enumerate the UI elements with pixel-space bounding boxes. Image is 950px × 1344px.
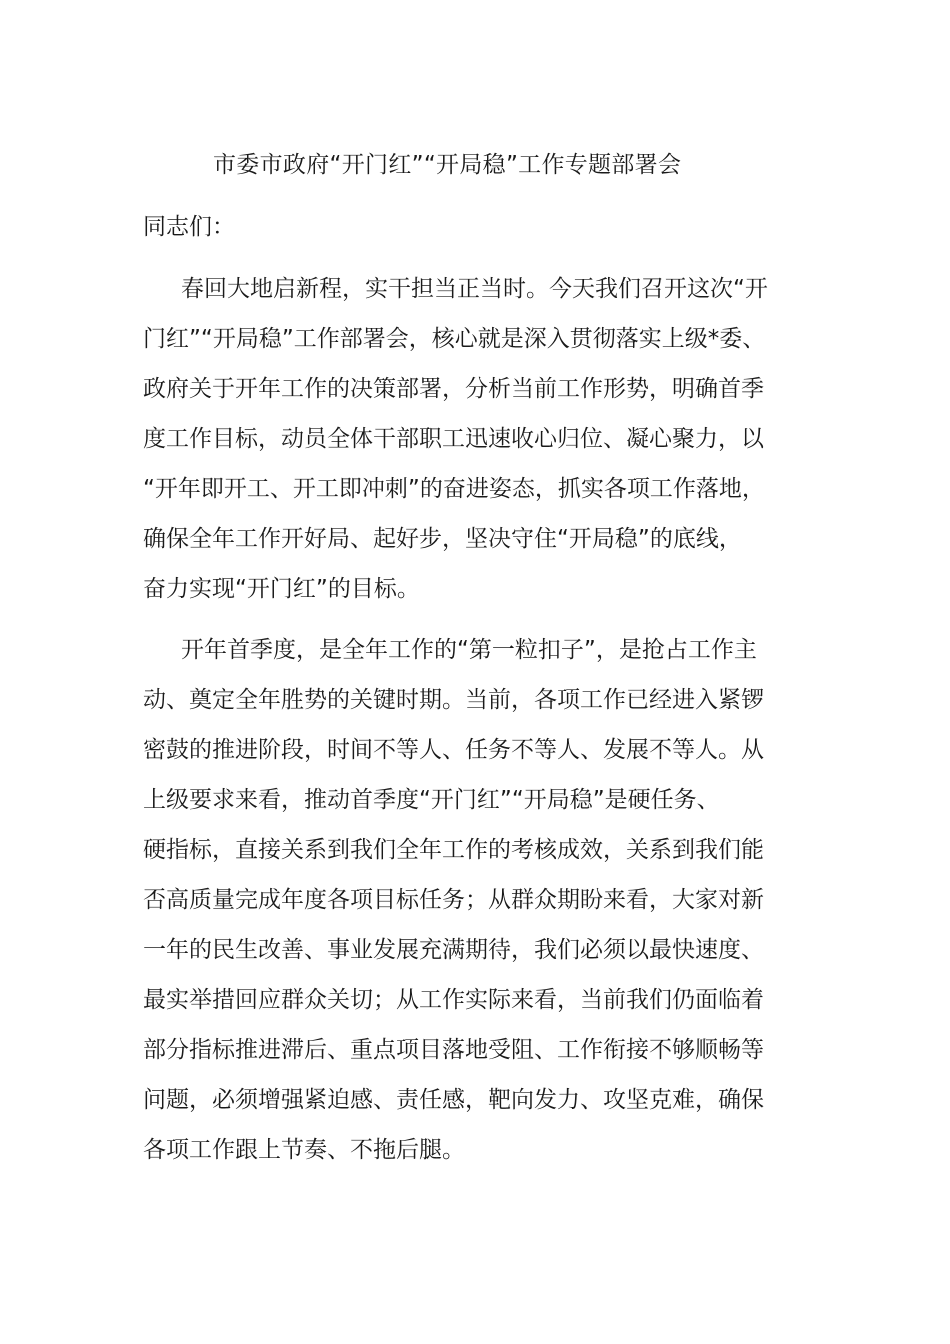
paragraph-line: 开年首季度，是全年工作的“第一粒扣子”，是抢占工作主 — [181, 637, 757, 663]
document-title: 市委市政府“开门红”“开局稳”工作专题部署会 — [213, 152, 682, 178]
paragraph-line: 各项工作跟上节奏、不拖后腿。 — [143, 1137, 465, 1163]
salutation: 同志们： — [143, 214, 235, 240]
paragraph-line: 确保全年工作开好局、起好步，坚决守住“开局稳”的底线， — [143, 526, 742, 552]
paragraph-line: 政府关于开年工作的决策部署，分析当前工作形势，明确首季 — [143, 376, 764, 402]
paragraph-line: 问题，必须增强紧迫感、责任感，靶向发力、攻坚克难，确保 — [143, 1087, 764, 1113]
paragraph-line: 春回大地启新程，实干担当正当时。今天我们召开这次“开 — [181, 276, 768, 302]
paragraph-line: 上级要求来看，推动首季度“开门红”“开局稳”是硬任务、 — [143, 787, 720, 813]
paragraph-line: 度工作目标，动员全体干部职工迅速收心归位、凝心聚力，以 — [143, 426, 764, 452]
paragraph-line: 最实举措回应群众关切；从工作实际来看，当前我们仍面临着 — [143, 987, 764, 1013]
paragraph-line: 否高质量完成年度各项目标任务；从群众期盼来看，大家对新 — [143, 887, 764, 913]
paragraph-line: 动、奠定全年胜势的关键时期。当前，各项工作已经进入紧锣 — [143, 687, 764, 713]
paragraph-line: 密鼓的推进阶段，时间不等人、任务不等人、发展不等人。从 — [143, 737, 764, 763]
paragraph-line: 硬指标，直接关系到我们全年工作的考核成效，关系到我们能 — [143, 837, 764, 863]
paragraph-line: 门红”“开局稳”工作部署会，核心就是深入贯彻落实上级*委、 — [143, 326, 766, 352]
paragraph-line: 奋力实现“开门红”的目标。 — [143, 576, 420, 602]
paragraph-line: “开年即开工、开工即冲刺”的奋进姿态，抓实各项工作落地， — [143, 476, 765, 502]
paragraph-line: 部分指标推进滞后、重点项目落地受阻、工作衔接不够顺畅等 — [143, 1037, 764, 1063]
paragraph-line: 一年的民生改善、事业发展充满期待，我们必须以最快速度、 — [143, 937, 764, 963]
